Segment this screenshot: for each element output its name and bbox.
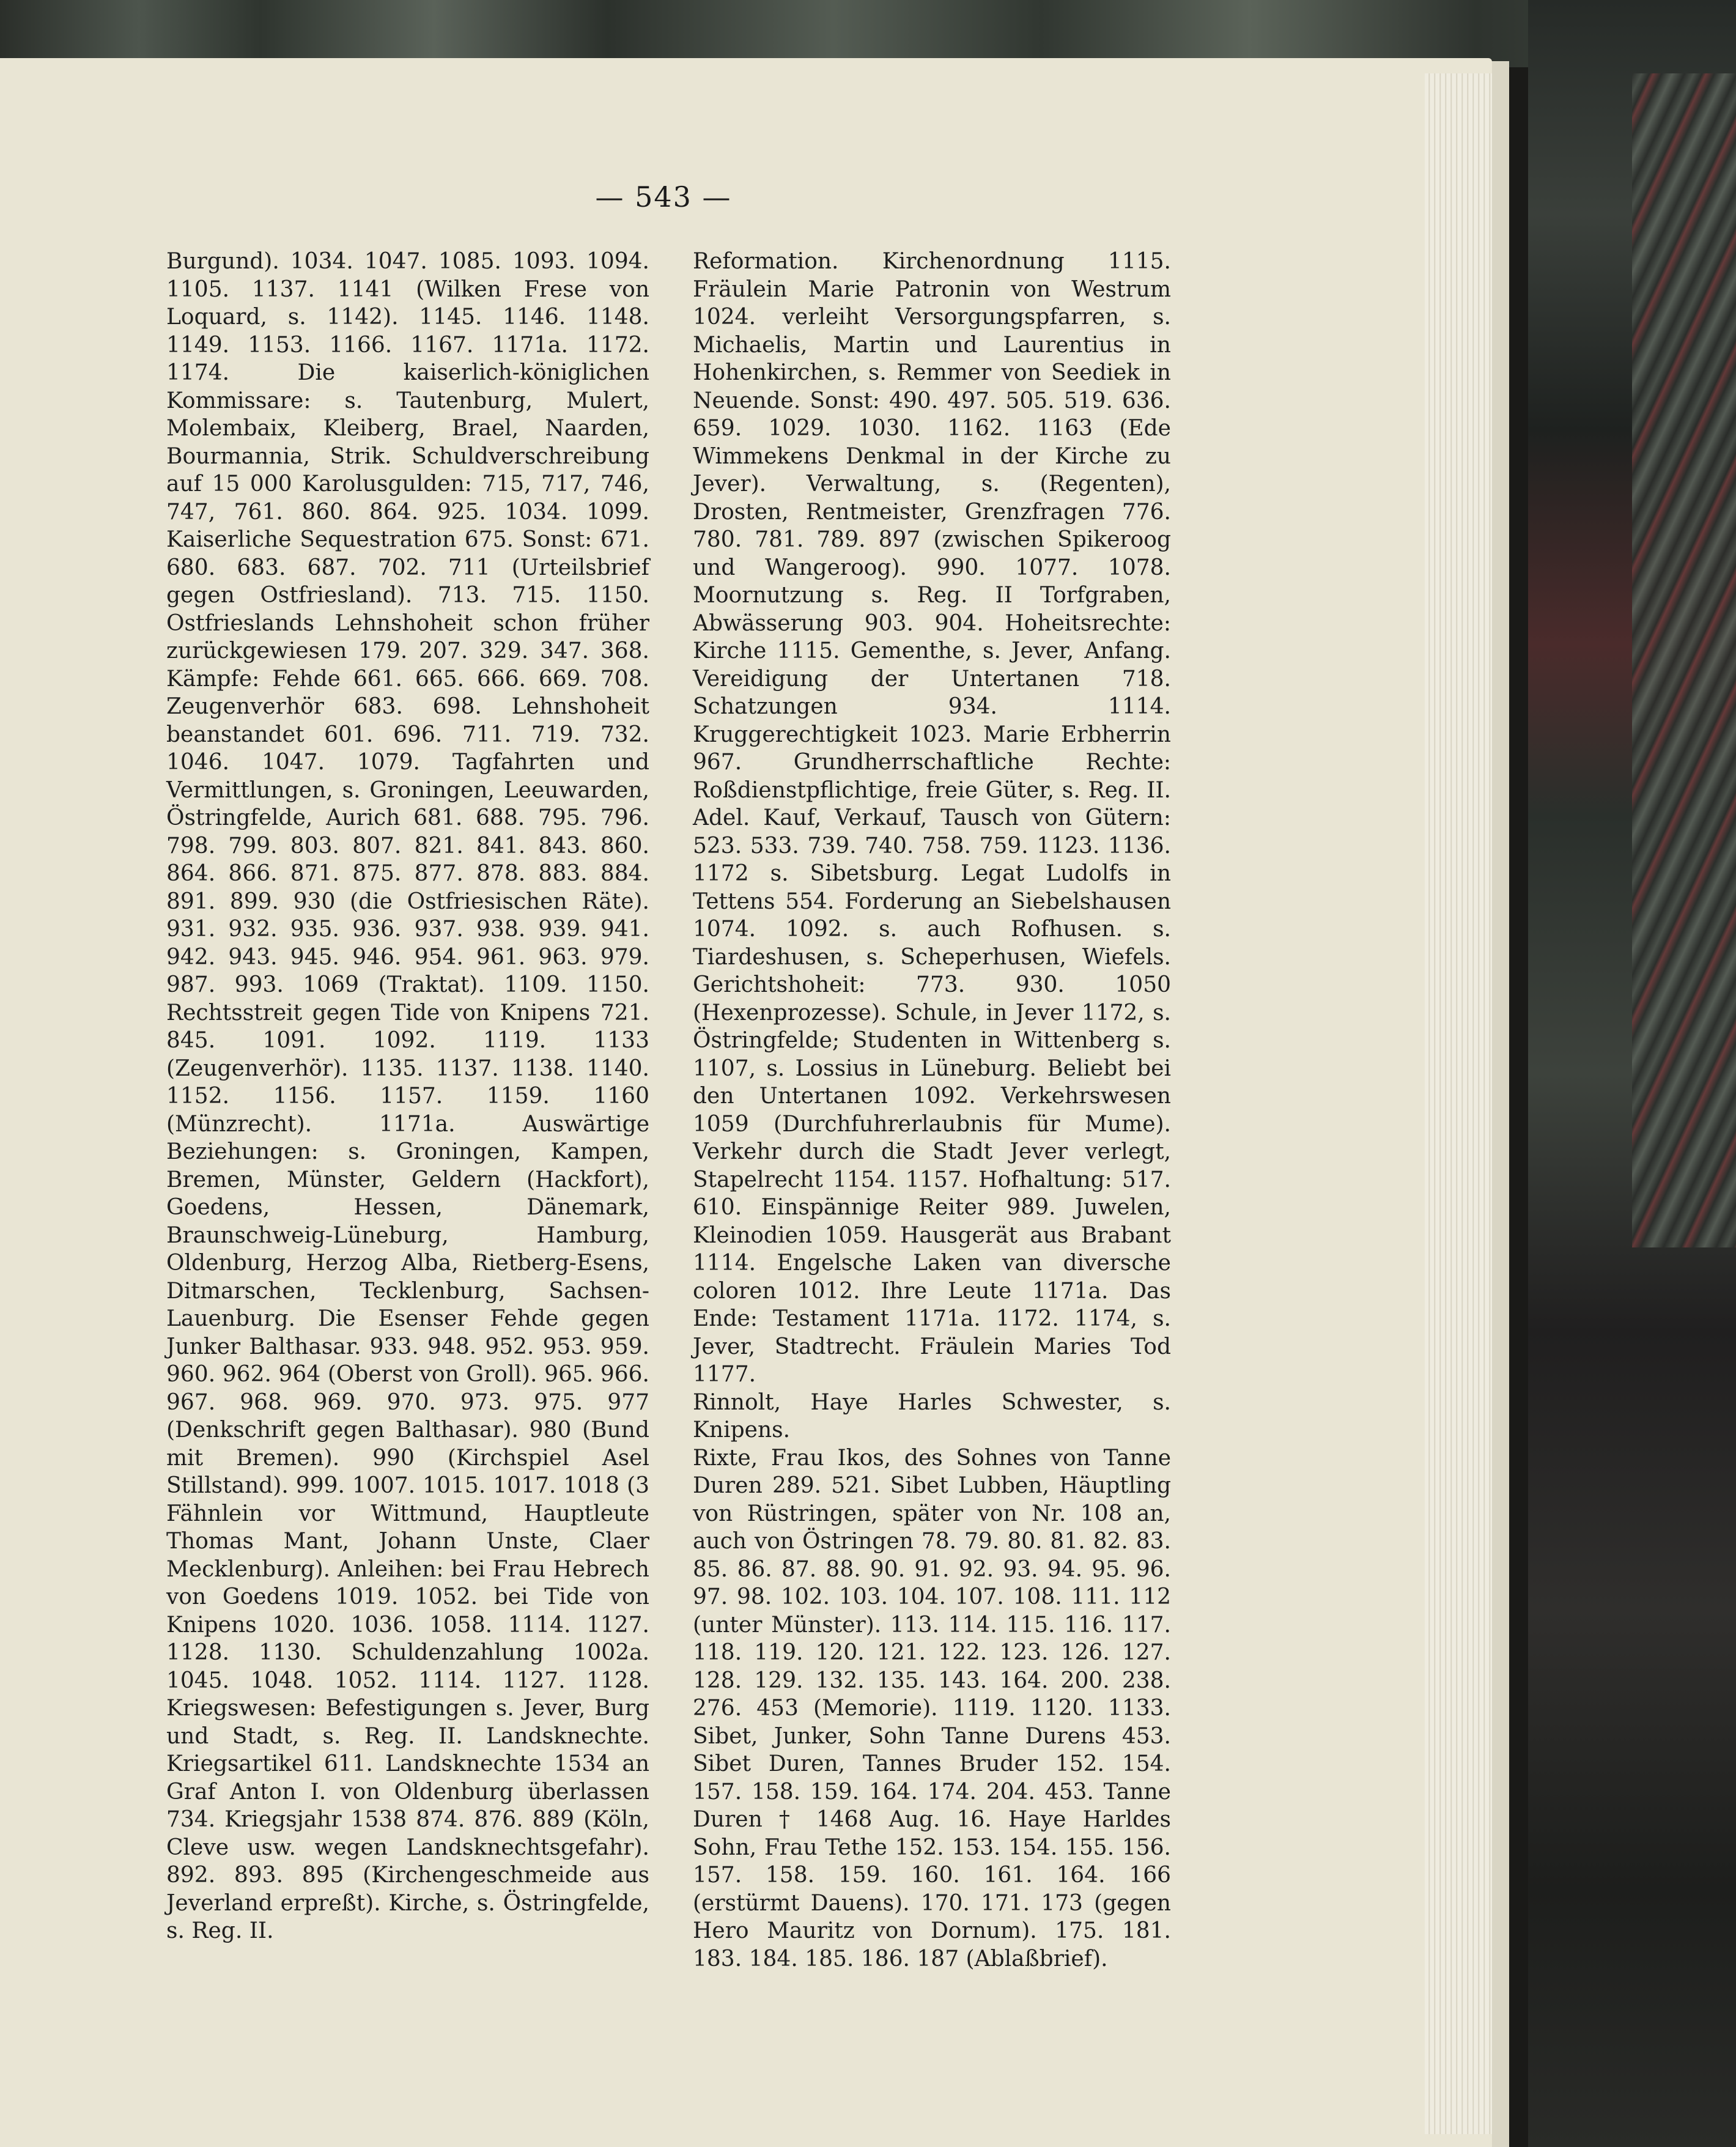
index-column-left — [166, 248, 649, 1945]
page-stack-edge — [1425, 73, 1492, 2134]
book-binding-top — [0, 0, 1736, 67]
index-column-right — [693, 248, 1171, 1973]
index-entry: Rixte, Frau Ikos, des Sohnes von Tanne Duren 289. 521. Sibet Lubben, Häuptling von Rüstringen, später von Nr. 108 an, auch von Östringen 78. 79. 80. 81. 82. 83. 85. 86. 87. 88. 90. 91. 92. 93. 94. 95. 96. 97. 98. 102. 103. 104. 107. 108. 111. 112 (unter Münster). 113. 114. 115. 116. 117. 118. 119. 120. 121. 122. 123. 126. 127. 128. 129. 132. 135. 143. 164. 200. 238. 276. 453 (Memorie). 1119. 1120. 1133. Sibet, Junker, Sohn Tanne Durens 453. Sibet Duren, Tannes Bruder 152. 154. 157. 158. 159. 164. 174. 204. 453. Tanne Duren † 1468 Aug. 16. Haye Harldes Sohn, Frau Tethe 152. 153. 154. 155. 156. 157. 158. 159. 160. 161. 164. 166 (erstürmt Dauens). 170. 171. 173 (gegen Hero Mauritz von Dornum). 175. 181. 183. 184. 185. 186. 187 (Ablaßbrief). — [693, 1445, 1171, 1971]
page-number: — 543 — — [595, 180, 732, 213]
index-paragraph: Burgund). 1034. 1047. 1085. 1093. 1094. 1105. 1137. 1141 (Wilken Frese von Loquard, s. 1142). 1145. 1146. 1148. 1149. 1153. 1166. 1167. 1171a. 1172. 1174. Die kaiserlich-königlichen Kommissare: s. Tautenburg, Mulert, Molembaix, Kleiberg, Brael, Naarden, Bourmannia, Strik. Schuldverschreibung auf 15 000 Karolusgulden: 715, 717, 746, 747, 761. 860. 864. 925. 1034. 1099. Kaiserliche Sequestration 675. Sonst: 671. 680. 683. 687. 702. 711 (Urteilsbrief gegen Ostfriesland). 713. 715. 1150. Ostfrieslands Lehnshoheit schon früher zurückgewiesen 179. 207. 329. 347. 368. Kämpfe: Fehde 661. 665. 666. 669. 708. Zeugenverhör 683. 698. Lehnshoheit beanstandet 601. 696. 711. 719. 732. 1046. 1047. 1079. Tagfahrten und Vermittlungen, s. Groningen, Leeuwarden, Östringfelde, Aurich 681. 688. 795. 796. 798. 799. 803. 807. 821. 841. 843. 860. 864. 866. 871. 875. 877. 878. 883. 884. 891. 899. 930 (die Ostfriesischen Räte). 931. 932. 935. 936. 937. 938. 939. 941. 942. 943. 945. 946. 954. 961. 963. 979. 987. 993. 1069 (Traktat). 1109. 1150. Rechtsstreit gegen Tide von Knipens 721. 845. 1091. 1092. 1119. 1133 (Zeugenverhör). 1135. 1137. 1138. 1140. 1152. 1156. 1157. 1159. 1160 (Münzrecht). 1171a. Auswärtige Beziehungen: s. Groningen, Kampen, Bremen, Münster, Geldern (Hackfort), Goedens, Hessen, Dänemark, Braunschweig-Lüneburg, Hamburg, Oldenburg, Herzog Alba, Rietberg-Esens, Ditmarschen, Tecklenburg, Sachsen-Lauenburg. Die Esenser Fehde gegen Junker Balthasar. 933. 948. 952. 953. 959. 960. 962. 964 (Oberst von Groll). 965. 966. 967. 968. 969. 970. 973. 975. 977 (Denkschrift gegen Balthasar). 980 (Bund mit Bremen). 990 (Kirchspiel Asel Stillstand). 999. 1007. 1015. 1017. 1018 (3 Fähnlein vor Wittmund, Hauptleute Thomas Mant, Johann Unste, Claer Mecklenburg). Anleihen: bei Frau Hebrech von Goedens 1019. 1052. bei Tide von Knipens 1020. 1036. 1058. 1114. 1127. 1128. 1130. Schuldenzahlung 1002a. 1045. 1048. 1052. 1114. 1127. 1128. Kriegswesen: Befestigungen s. Jever, Burg und Stadt, s. Reg. II. Landsknechte. Kriegsartikel 611. Landsknechte 1534 an Graf Anton I. von Oldenburg überlassen 734. Kriegsjahr 1538 874. 876. 889 (Köln, Cleve usw. wegen Landsknechtsgefahr). 892. 893. 895 (Kirchengeschmeide aus Jeverland erpreßt). Kirche, s. Östringfelde, s. Reg. II. — [166, 249, 649, 1943]
index-entry: Rinnolt, Haye Harles Schwester, s. Knipens. — [693, 1389, 1171, 1443]
next-page-edge — [1492, 61, 1509, 2147]
index-paragraph: Reformation. Kirchenordnung 1115. Fräulein Marie Patronin von Westrum 1024. verleiht Versorgungspfarren, s. Michaelis, Martin und Laurentius in Hohenkirchen, s. Remmer von Seediek in Neuende. Sonst: 490. 497. 505. 519. 636. 659. 1029. 1030. 1162. 1163 (Ede Wimmekens Denkmal in der Kirche zu Jever). Verwaltung, s. (Regenten), Drosten, Rentmeister, Grenzfragen 776. 780. 781. 789. 897 (zwischen Spikeroog und Wangeroog). 990. 1077. 1078. Moornutzung s. Reg. II Torfgraben, Abwässerung 903. 904. Hoheitsrechte: Kirche 1115. Gementhe, s. Jever, Anfang. Vereidigung der Untertanen 718. Schatzungen 934. 1114. Kruggerechtigkeit 1023. Marie Erbherrin 967. Grundherrschaftliche Rechte: Roßdienstpflichtige, freie Güter, s. Reg. II. Adel. Kauf, Verkauf, Tausch von Gütern: 523. 533. 739. 740. 758. 759. 1123. 1136. 1172 s. Sibetsburg. Legat Ludolfs in Tettens 554. Forderung an Siebelshausen 1074. 1092. s. auch Rofhusen. s. Tiardeshusen, s. Scheperhusen, Wiefels. Gerichtshoheit: 773. 930. 1050 (Hexenprozesse). Schule, in Jever 1172, s. Östringfelde; Studenten in Wittenberg s. 1107, s. Lossius in Lüneburg. Beliebt bei den Untertanen 1092. Verkehrswesen 1059 (Durchfuhrerlaubnis für Mume). Verkehr durch die Stadt Jever verlegt, Stapelrecht 1154. 1157. Hofhaltung: 517. 610. Einspännige Reiter 989. Juwelen, Kleinodien 1059. Hausgerät aus Brabant 1114. Engelsche Laken van diversche coloren 1012. Ihre Leute 1171a. Das Ende: Testament 1171a. 1172. 1174, s. Jever, Stadtrecht. Fräulein Maries Tod 1177. — [693, 249, 1171, 1387]
marbled-endpaper — [1632, 73, 1736, 1247]
